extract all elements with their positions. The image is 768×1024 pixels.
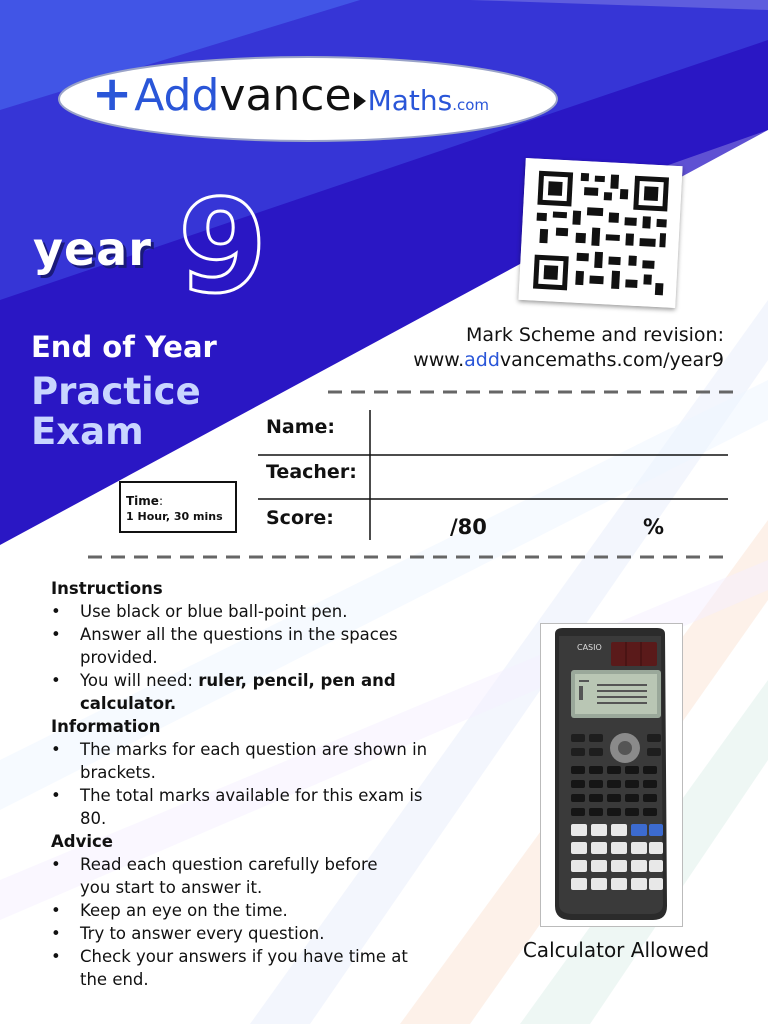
logo-plus-icon: + (92, 66, 133, 122)
advice-heading: Advice (51, 832, 113, 851)
name-label: Name: (266, 416, 336, 438)
addvance-logo (92, 64, 489, 124)
teacher-field[interactable] (372, 456, 728, 498)
year-word: year (33, 222, 152, 276)
instruction-item: • You will need: ruler, pencil, pen and calculator. (51, 669, 420, 715)
calculator-caption: Calculator Allowed (522, 938, 710, 962)
mark-scheme-info (380, 323, 724, 373)
teacher-label: Teacher: (266, 461, 357, 483)
instruction-item: • Use black or blue ball-point pen. (51, 600, 451, 623)
logo-add-text: Add (134, 70, 220, 121)
information-heading: Information (51, 717, 161, 736)
score-total: /80 (450, 515, 487, 539)
time-label: Time (126, 494, 159, 508)
calculator-brand: CASIO (577, 643, 602, 652)
calculator-icon (541, 624, 682, 926)
title-end-of-year: End of Year (31, 330, 217, 364)
title-practice: Practice (31, 370, 201, 413)
logo-maths-text: Maths (367, 84, 453, 117)
logo-arrow-icon (354, 92, 366, 110)
instructions-heading: Instructions (51, 579, 163, 598)
qr-code-icon (518, 158, 682, 308)
name-field[interactable] (372, 410, 728, 454)
information-item: • The marks for each question are shown in brackets. (51, 738, 440, 784)
instructions-panel (51, 577, 451, 991)
mark-scheme-url[interactable]: www.addvancemaths.com/year9 (413, 349, 724, 371)
logo-com-text: .com (452, 96, 490, 114)
mark-scheme-text: Mark Scheme and revision: (465, 324, 724, 346)
title-exam: Exam (31, 410, 144, 453)
score-percent: % (643, 515, 665, 539)
calculator-image-frame (540, 623, 683, 927)
instruction-item: • Answer all the questions in the spaces provided. (51, 623, 420, 669)
advice-item: • Check your answers if you have time at the end. (51, 945, 440, 991)
time-box: Time: 1 Hour, 30 mins (119, 481, 237, 533)
advice-item: • Try to answer every question. (51, 922, 451, 945)
year-number: 9 (178, 173, 268, 322)
title-practice-exam (31, 372, 201, 452)
time-value: 1 Hour, 30 mins (126, 510, 223, 523)
advice-item: • Keep an eye on the time. (51, 899, 451, 922)
logo-vance-text: vance (219, 70, 352, 121)
advice-item: • Read each question carefully before you start to answer it. (51, 853, 410, 899)
score-label: Score: (266, 507, 334, 529)
information-item: • The total marks available for this exam is 80. (51, 784, 440, 830)
